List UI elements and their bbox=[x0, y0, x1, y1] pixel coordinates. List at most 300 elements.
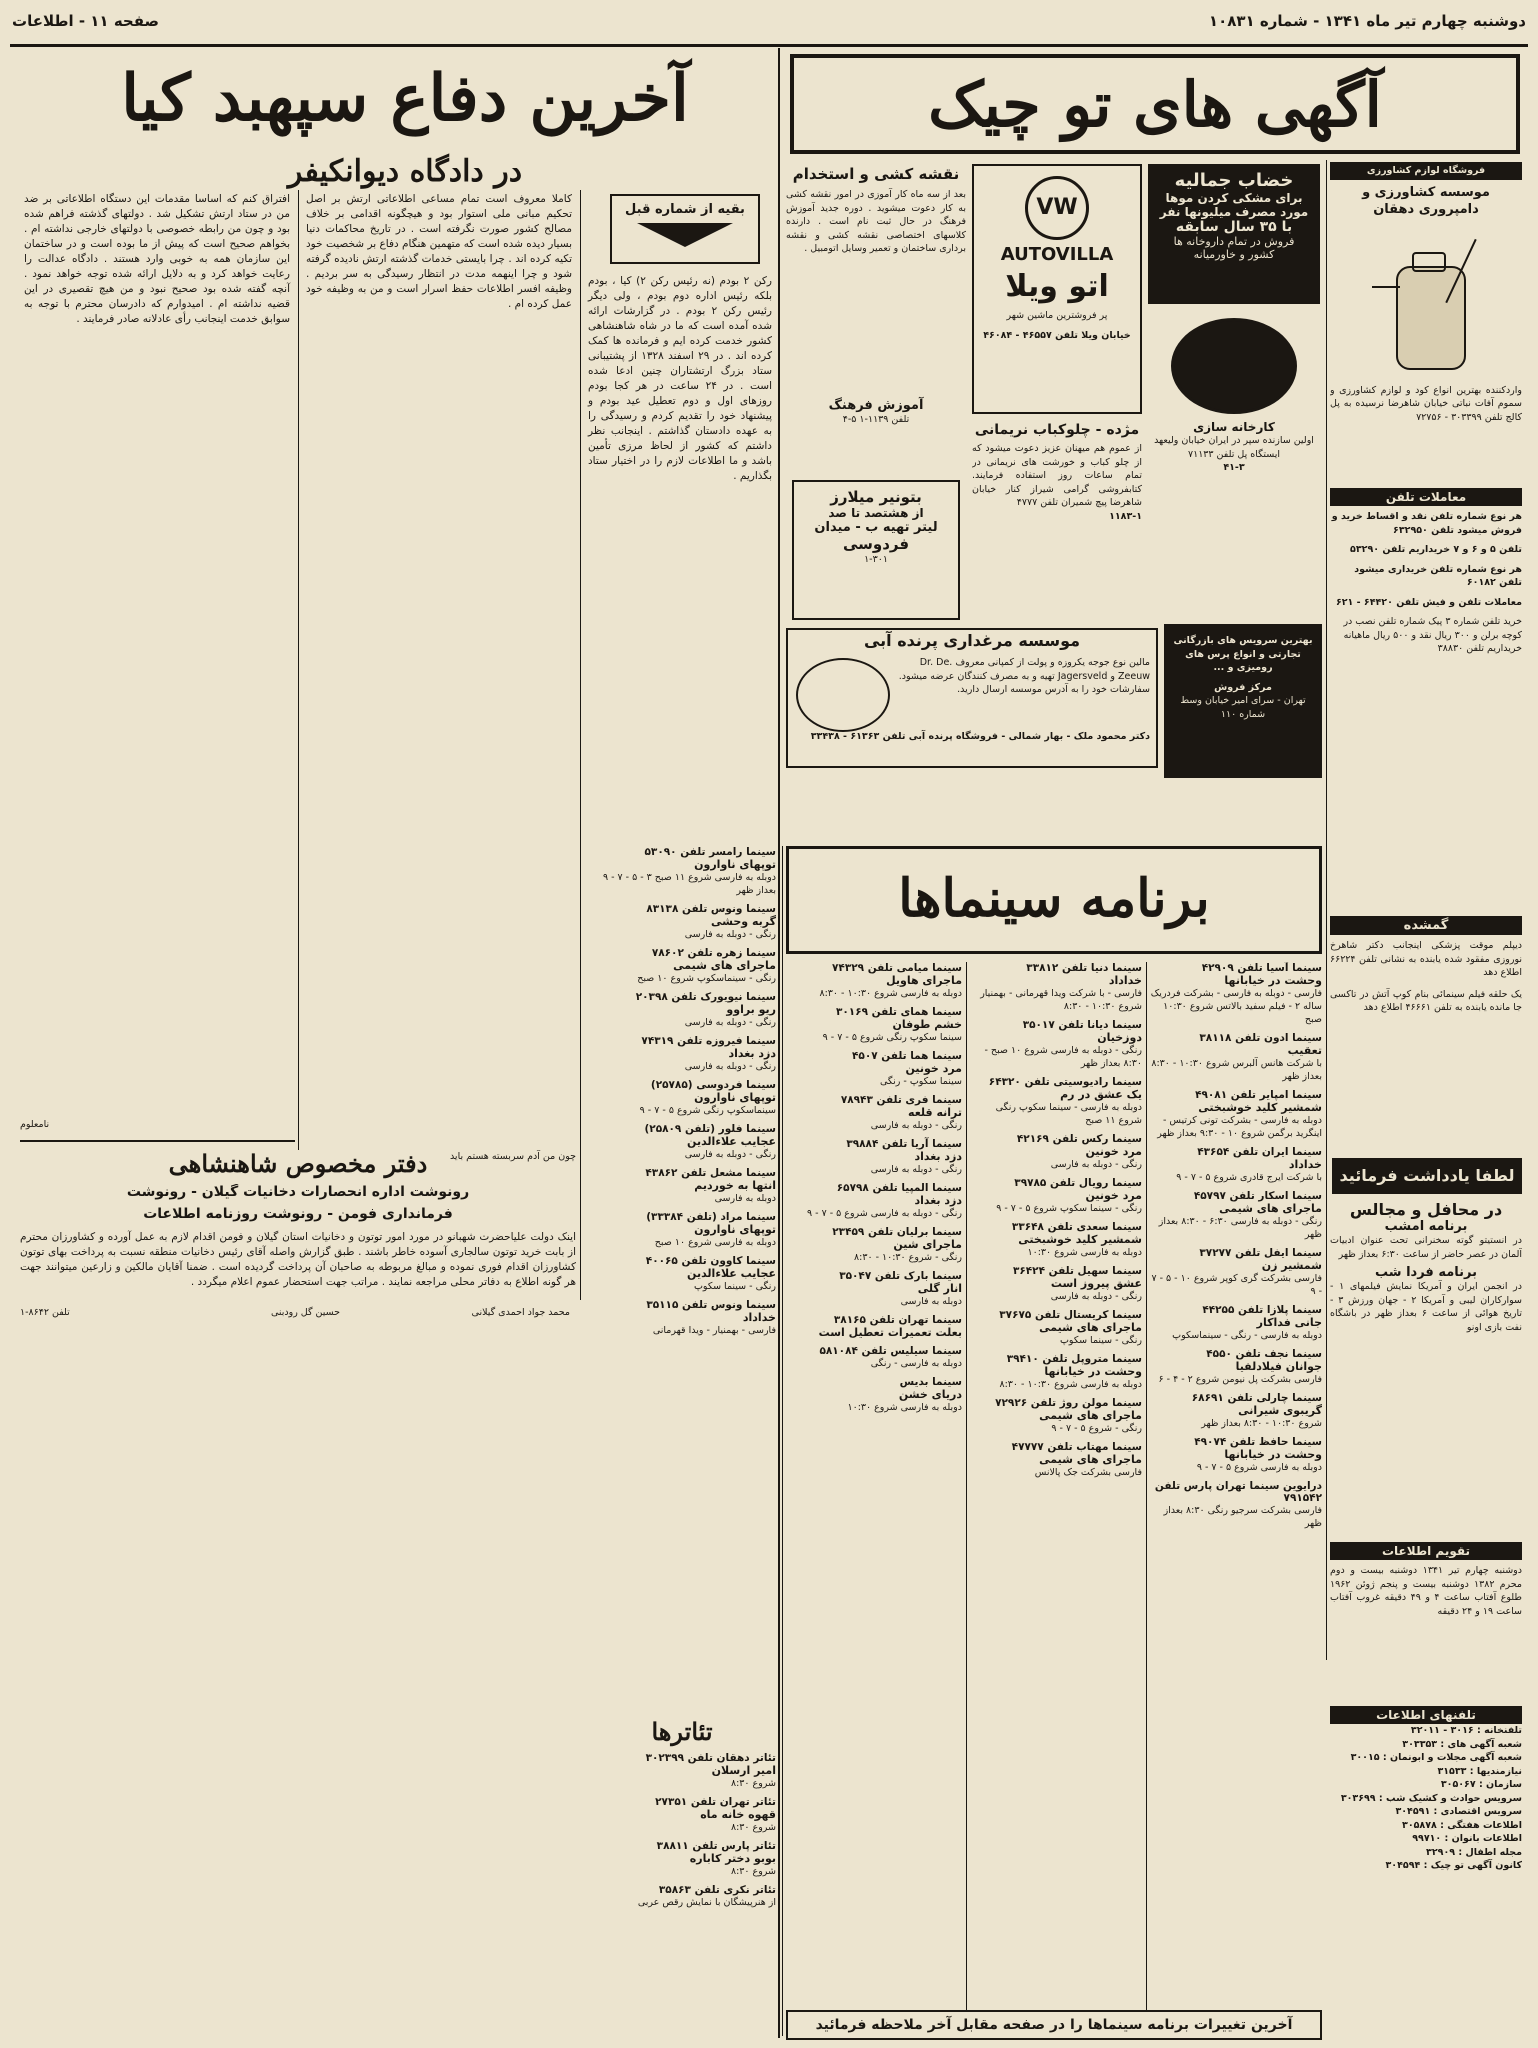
cinema-listing-name: سینما مشعل تلفن ۴۳۸۶۲ bbox=[645, 1167, 776, 1179]
tonbar-line-4: فردوسی bbox=[842, 535, 910, 553]
cinema-listing bbox=[588, 846, 776, 897]
royal-office-sign-1: محمد جواد احمدی گیلانی bbox=[471, 1307, 570, 1318]
royal-office-sign-3: تلفن ۸۶۴۲-۱ bbox=[20, 1307, 70, 1318]
cinema-listing-film: دزد بغداد bbox=[914, 1194, 962, 1207]
cinema-listing bbox=[588, 1035, 776, 1073]
cinema-listing-film: وحشت در خیابانها bbox=[1224, 1448, 1322, 1461]
cinema-listing-name: سینما ادون تلفن ۳۸۱۱۸ bbox=[1199, 1032, 1322, 1044]
cinema-listing-film: عشق پیروز است bbox=[1050, 1277, 1142, 1290]
cinema-listing-name: سینما همای تلفن ۳۰۱۶۹ bbox=[835, 1006, 962, 1018]
cinema-listing bbox=[588, 1840, 776, 1878]
tin-sign-title: کارخانه سازی bbox=[1193, 420, 1275, 434]
cinema-listing-det: رنگی - دوبله به فارسی bbox=[684, 1017, 776, 1028]
main-article-col-1: رکن ۲ بودم (نه رئیس رکن ۲) کیا ، بودم بلکه رئیس اداره دوم بودم ، ولی دیگر رئیس رکن ۲ بودم . در گزارشات ارائه شده آمده است که ما در شاه شاهنشاهی کشور خدمت کرده ایم و فرمانده ها کمک کرده اند . در ۲۹ اسفند ۱۳۲۸ از پشتیبانی ستاد بزرگ ارتشتاران چنین ادعا شده است . در ۲۴ ساعت در هر کجا بودم روزهای اول و دوم تعطیل عید بودم و پیشنهاد خود را تقدیم کردم و رسیدگی را به عهده دادستان گذاشتم . اینجانب نظر داشتم که کشور از لحاظ مرزی تأمین باشد و ما اطلاعات لازم را در اختیار ستاد بگذاریم . bbox=[588, 275, 772, 482]
blue-bird-logo-icon bbox=[796, 658, 890, 732]
cinema-listing-film: توپهای ناوارون bbox=[694, 858, 776, 871]
cinema-listing-det: با شرکت هانس آلبرس شروع ۱۰:۳۰ - ۸:۳۰ بعداز ظهر bbox=[1151, 1058, 1322, 1082]
cinema-listing-det: دوبله به فارسی bbox=[714, 1193, 776, 1204]
cinema-listing bbox=[1150, 1436, 1322, 1474]
cinema-listing-name: تئاتر پارس تلفن ۳۸۸۱۱ bbox=[656, 1840, 776, 1852]
tin-sign-logo-icon bbox=[1171, 318, 1297, 414]
cinema-listing-det: شروع ۱۰:۳۰ - ۸:۳۰ بعداز ظهر bbox=[1201, 1418, 1322, 1429]
cinema-listing-det: دوبله به فارسی شروع ۱۰:۳۰ - ۸:۳۰ bbox=[999, 1379, 1142, 1390]
tonbar-ad bbox=[792, 480, 960, 620]
drafting-ad-title: نقشه کشی و استخدام bbox=[792, 165, 960, 183]
agri-ad-top: فروشگاه لوازم کشاورزی bbox=[1330, 162, 1522, 180]
cinema-listing-name: سینما رادیوسیتی تلفن ۶۴۳۲۰ bbox=[988, 1076, 1142, 1088]
phone-transactions-item: هر نوع شماره تلفن خریداری میشود تلفن ۶۰۱۸۲ bbox=[1354, 563, 1522, 588]
cinema-listing-name: سینما مراد (تلفن ۳۳۳۸۴) bbox=[646, 1211, 776, 1223]
dye-ad-line-5: کشور و خاورمیانه bbox=[1193, 248, 1275, 261]
cinema-listing bbox=[588, 903, 776, 941]
phones-item: شعبه آگهی مجلات و ابونمان : ۳۰۰۱۵ bbox=[1350, 1752, 1522, 1763]
cinema-listing-det: فارسی بشرکت گری کوپر شروع ۱۰ - ۵ - ۷ - ۹ bbox=[1151, 1273, 1322, 1297]
cinema-listing-film: خداداد bbox=[742, 1311, 776, 1324]
cinema-listing bbox=[786, 1138, 962, 1176]
cinema-listing-name: سینما سیلیس تلفن ۵۸۱۰۸۴ bbox=[819, 1345, 962, 1357]
royal-office-section bbox=[20, 1148, 576, 1308]
cinema-listing-film: دزد بغداد bbox=[728, 1047, 776, 1060]
cinema-listing-det: فارسی - با شرکت ویدا قهرمانی - بهمنیار شروع ۱۰:۳۰ - ۸:۳۰ bbox=[980, 988, 1142, 1012]
cinema-listing-name: سینما سهیل تلفن ۳۶۴۲۴ bbox=[1012, 1265, 1142, 1277]
vw-logo-icon: VW bbox=[1025, 176, 1089, 240]
cinema-listing bbox=[588, 1884, 776, 1909]
cinema-listing-det: رنگی - سینما سکوپ bbox=[1059, 1335, 1142, 1346]
cinema-listing-film: مرد خونین bbox=[1085, 1145, 1142, 1158]
continued-label-box bbox=[610, 194, 760, 264]
tonbar-id: ۱-۳۰۱ bbox=[864, 554, 888, 565]
dye-ad-line-2: مورد مصرف میلیونها نفر bbox=[1159, 205, 1309, 219]
cinema-listing-det: دوبله به فارسی شروع ۵ - ۷ - ۹ bbox=[1196, 1462, 1322, 1473]
main-article-title: آخرین دفاع سپهبد کیا bbox=[121, 61, 689, 136]
cinema-listing bbox=[970, 1353, 1142, 1391]
cinema-listing-det: شروع ۸:۳۰ bbox=[731, 1822, 776, 1833]
main-article-col-2: کاملا معروف است تمام مساعی اطلاعاتی ارتش بر اصل تحکیم مبانی ملی استوار بود و هیچگونه اقدامی بر خلاف مصالح کشور صورت نگرفته است . در تاریخ محاکمات دنیا بسیار دیده شده است که متهمین هنگام دفاع بر شخصیت خود تکیه کرده اند . چرا بایستی خدمات گذشته ارتش نادیده گرفته شود و چرا اینهمه مدت در انتظار رسیدگی به سر بردیم . وظیفه افسر اطلاعات حفظ اسرار است و من به وظیفه خود عمل کرده ام . bbox=[306, 193, 572, 310]
agri-ad bbox=[1330, 162, 1522, 484]
cinema-listing-film: خشم طوفان bbox=[892, 1018, 962, 1031]
cinema-listing bbox=[588, 1123, 776, 1161]
lost-title: گمشده bbox=[1330, 916, 1522, 935]
cinema-listing-film: یک عشق در رم bbox=[1060, 1088, 1142, 1101]
autovilla-phone: خیابان ویلا تلفن ۴۶۵۵۷ - ۴۶۰۸۴ bbox=[983, 329, 1131, 341]
office-ad-line: تجارتی و انواع پرس های bbox=[1185, 648, 1301, 660]
cinema-listing-det: رنگی - دوبله به فارسی bbox=[1050, 1291, 1142, 1302]
autovilla-latin: AUTOVILLA bbox=[1000, 244, 1114, 265]
office-ad-line: مرکز فروش bbox=[1214, 681, 1272, 693]
cinema-listing-film: بعلت تعمیرات تعطیل است bbox=[818, 1326, 962, 1339]
tonbar-line-3: لیتر تهیه ب - میدان bbox=[814, 520, 938, 535]
cinema-banner: برنامه سینماها bbox=[786, 846, 1322, 954]
cinema-listing-name: سینما فری تلفن ۷۸۹۴۳ bbox=[840, 1094, 962, 1106]
cinema-listing-film: شمشیر کلید خوشبختی bbox=[1018, 1233, 1142, 1246]
cinema-listing-det: فارسی - بهمنیار - ویدا قهرمانی bbox=[652, 1325, 776, 1336]
phone-transactions bbox=[1330, 488, 1522, 908]
cinema-listing-name: سینما کریستال تلفن ۳۷۶۷۵ bbox=[999, 1309, 1142, 1321]
cinema-listing-name: سینما میامی تلفن ۷۴۳۲۹ bbox=[832, 962, 962, 974]
cinema-listing-film: ماجرای های شیمی bbox=[1039, 1321, 1142, 1334]
phones-item: تلفنخانه : ۳۰۱۶ - ۳۲۰۱۱ bbox=[1410, 1725, 1522, 1736]
cinema-listing bbox=[970, 1076, 1142, 1127]
dye-ad-title: خضاب جمالیه bbox=[1174, 170, 1294, 191]
cinema-listing-name: سینما برلیان تلفن ۲۳۴۵۹ bbox=[832, 1226, 962, 1238]
cinema-listing-name: سینما فلور (تلفن ۲۵۸۰۹) bbox=[644, 1123, 776, 1135]
cinema-listing-det: دوبله به فارسی شروع ۱۰:۳۰ - ۸:۳۰ bbox=[819, 988, 962, 999]
cinema-listing-name: سینما کاوون تلفن ۴۰۰۶۵ bbox=[645, 1255, 776, 1267]
cinema-listing-name: سینما نجف تلفن ۴۵۵۰ bbox=[1206, 1348, 1322, 1360]
cinema-listing-name: سینما رامسر تلفن ۵۳۰۹۰ bbox=[644, 846, 776, 858]
chelo-ad-body: از عموم هم میهنان عزیز دعوت میشود که از چلو کباب و خورشت های نریمانی در تمام ساعات روز استفاده فرمایند. کتابفروشی گرامی شیراز کنار خیابان شاهرضا پیچ شمیران تلفن ۴۷۷۷ bbox=[972, 443, 1142, 508]
cinema-listing bbox=[588, 1167, 776, 1205]
office-ad-line: شماره ۱۱۰ bbox=[1220, 708, 1266, 720]
poultry-ad-addr: دکتر محمود ملک - بهار شمالی - فروشگاه پرنده آبی تلفن ۶۱۳۶۳ - ۳۳۴۳۸ bbox=[810, 731, 1150, 742]
cinema-listing-det: دوبله به فارسی - رنگی - سینماسکوپ bbox=[1172, 1330, 1322, 1341]
cinema-listing bbox=[786, 1182, 962, 1220]
chelo-ad-title: مژده - چلوکباب نریمانی bbox=[974, 422, 1140, 438]
cinema-listing bbox=[1150, 962, 1322, 1026]
cinema-listing-name: سینما هما تلفن ۴۵۰۷ bbox=[852, 1050, 962, 1062]
cinema-listing-det: دوبله به فارسی شروع ۱۱ صبح ۳ - ۵ - ۷ - ۹ بعداز ظهر bbox=[602, 872, 776, 896]
cinema-listing-det: سینما سکوپ - رنگی bbox=[879, 1076, 962, 1087]
office-ad-line: رومیزی و ... bbox=[1213, 662, 1273, 673]
royal-office-title: دفتر مخصوص شاهنشاهی bbox=[168, 1149, 428, 1178]
cinema-listing-det: رنگی - شروع ۱۰:۳۰ - ۸:۳۰ bbox=[854, 1252, 962, 1263]
cinema-listing-name: سینما دیانا تلفن ۳۵۰۱۷ bbox=[1022, 1019, 1142, 1031]
cinema-listing-name: سینما اسکار تلفن ۴۵۷۹۷ bbox=[1193, 1190, 1322, 1202]
dye-ad-line-1: برای مشکی کردن موها bbox=[1165, 191, 1303, 205]
main-article-subtitle: در دادگاه دیوانکیفر bbox=[287, 154, 523, 189]
phones-item: اطلاعات هفتگی : ۳۰۵۸۷۸ bbox=[1402, 1819, 1522, 1831]
cinema-listing-det: رنگی - سینماسکوپ شروع ۱۰ صبح bbox=[637, 973, 776, 984]
cinema-listing-film: جانی فداکار bbox=[1256, 1316, 1322, 1329]
header-rule bbox=[10, 44, 1528, 47]
royal-office-sign-2: حسین گل رودبنی bbox=[270, 1307, 340, 1318]
cinema-listing bbox=[970, 962, 1142, 1013]
cinema-listing-film: دریای خشن bbox=[898, 1388, 962, 1401]
royal-office-sub-2: فرمانداری فومن - رونوشت روزنامه اطلاعات bbox=[143, 1206, 453, 1222]
col-divider bbox=[782, 846, 783, 2036]
phone-transactions-title: معاملات تلفن bbox=[1330, 488, 1522, 506]
cinema-listing-det: رنگی - دوبله به فارسی bbox=[684, 1149, 776, 1160]
cinema-listing bbox=[786, 1006, 962, 1044]
autovilla-sub: پر فروشترین ماشین شهر bbox=[1006, 310, 1108, 321]
main-article-author: نامعلوم bbox=[20, 1119, 50, 1130]
cinema-listing-film: تعقیب bbox=[1287, 1044, 1322, 1057]
cinema-listing bbox=[1150, 1247, 1322, 1298]
cinema-listing-det: دوبله به فارسی شروع ۱۰:۳۰ bbox=[847, 1402, 962, 1413]
cinema-listing-det: دوبله به فارسی شروع ۱۰:۳۰ bbox=[1027, 1247, 1142, 1258]
drafting-ad-phone: تلفن ۱۱۳۹-۱ ۵-۴ bbox=[842, 414, 910, 425]
poultry-ad bbox=[786, 628, 1158, 768]
phone-transactions-item: هر نوع شماره تلفن نقد و اقساط خرید و فروش میشود تلفن ۶۳۲۹۵۰ bbox=[1331, 511, 1522, 536]
tonbar-line-2: از هشتصد تا صد bbox=[828, 506, 924, 520]
cinema-listing-film: وحشت در خیابانها bbox=[1224, 974, 1322, 987]
cinema-listing bbox=[1150, 1392, 1322, 1430]
drafting-ad-body: بعد از سه ماه کار آموزی در امور نقشه کشی به کار دعوت میشوید . دوره جدید آموزش فرهنگ در حال ثبت نام است . دارنده کلاسهای اختصاصی نقشه کشی و نقشه برداری ساختمان و تعمیر وسایل اتومبیل . bbox=[786, 189, 966, 254]
daily-info-body: دوشنبه چهارم تیر ۱۳۴۱ دوشنبه بیست و دوم محرم ۱۳۸۲ دوشنبه بیست و پنجم ژوئن ۱۹۶۲ طلوع آفتاب ساعت ۴ و ۴۹ دقیقه غروب آفتاب ساعت ۱۹ و ۲۴ دقیقه bbox=[1330, 1565, 1522, 1617]
cinema-listing-det: دوبله به فارسی شروع ۱۰ صبح bbox=[654, 1237, 776, 1248]
poultry-ad-body: مالین نوع جوجه یکروزه و پولت از کمپانی معروف Dr. De. Zeeuw و Jagersveld تهیه و به مصرف کنندگان عرضه میشود. سفارشات خود را به آدرس موسسه ارسال دارید. bbox=[898, 657, 1150, 695]
cinema-col-d bbox=[588, 846, 776, 1706]
cinema-listing-name: سینما امپایر تلفن ۴۹۰۸۱ bbox=[1195, 1089, 1322, 1101]
tin-sign-ad bbox=[1148, 312, 1320, 512]
cinema-listing bbox=[786, 1226, 962, 1264]
cinema-listing-name: تئاتر نکری تلفن ۳۵۸۶۳ bbox=[658, 1884, 776, 1896]
cinema-listing-film: ماجرای شین bbox=[893, 1238, 962, 1251]
cinema-listing-film: ماجرای های شیمی bbox=[673, 959, 776, 972]
cinema-listing-film: عجایب علاءالدین bbox=[687, 1135, 776, 1148]
cinema-listing-name: سینما فیروزه تلفن ۷۴۳۱۹ bbox=[641, 1035, 776, 1047]
cinema-listing-det: رنگی - دوبله به فارسی ۶:۳۰ - ۸:۳۰ بعداز ظهر bbox=[1158, 1216, 1322, 1240]
cinema-listing-det: دوبله به فارسی - رنگی bbox=[870, 1358, 962, 1369]
cinema-listing-film: مرد خونین bbox=[905, 1062, 962, 1075]
cinema-listing-film: دزد بغداد bbox=[914, 1150, 962, 1163]
cinema-listing-film: خداداد bbox=[1288, 1158, 1322, 1171]
continued-label: بقیه از شماره قبل bbox=[625, 202, 745, 217]
events-sub: برنامه امشب bbox=[1384, 1219, 1468, 1234]
cinema-listing-det: شروع ۸:۳۰ bbox=[731, 1866, 776, 1877]
sprayer-icon bbox=[1366, 226, 1486, 376]
cinema-listing bbox=[970, 1177, 1142, 1215]
royal-office-sub-1: رونوشت اداره انحصارات دخانیات گیلان - رونوشت bbox=[126, 1184, 470, 1200]
chelo-ad bbox=[972, 420, 1142, 620]
page-header bbox=[0, 0, 1538, 46]
cinema-listing-name: سینما ایران تلفن ۴۳۶۵۴ bbox=[1197, 1146, 1322, 1158]
cinema-listing-name: سینما ونوس تلفن ۳۵۱۱۵ bbox=[646, 1299, 776, 1311]
cinema-listing-name: درایوین سینما تهران پارس تلفن ۷۹۱۵۴۲ bbox=[1154, 1480, 1322, 1504]
cinema-listing-name: سینما بارک تلفن ۳۵۰۴۷ bbox=[839, 1270, 962, 1282]
cinema-col-b bbox=[970, 962, 1142, 2012]
cinema-listing bbox=[786, 962, 962, 1000]
small-ads-banner: آگهی های تو چیک bbox=[790, 54, 1520, 154]
cinema-listing bbox=[970, 1441, 1142, 1479]
autovilla-ad bbox=[972, 164, 1142, 414]
cinema-listing-name: سینما رویال تلفن ۳۹۷۸۵ bbox=[1014, 1177, 1142, 1189]
cinema-listing bbox=[1150, 1089, 1322, 1140]
cinema-listing-det: دوبله به فارسی - بشرکت تونی کرتیس - اینگرید برگمن شروع ۱۰ - ۹:۳۰ بعداز ظهر bbox=[1157, 1115, 1322, 1139]
phone-transactions-item: تلفن ۵ و ۶ و ۷ خریداریم تلفن ۵۳۲۹۰ bbox=[1350, 544, 1522, 555]
cinema-listing-det: فارسی - دوبله به فارسی - بشرکت فردریک ساله ۲ - فیلم سفید بالاتس شروع ۱۰:۳۰ صبح bbox=[1150, 988, 1322, 1025]
cinema-listing-name: سینما چارلی تلفن ۶۸۶۹۱ bbox=[1191, 1392, 1322, 1404]
events-banner: لطفا یادداشت فرمائید bbox=[1332, 1158, 1522, 1194]
cinema-listing-film: بوبو دختر کاباره bbox=[689, 1852, 776, 1865]
drafting-ad bbox=[786, 164, 966, 464]
cinema-listing-film: ماجرای هاویل bbox=[886, 974, 962, 987]
cinema-listing-name: سینما بدیس bbox=[899, 1376, 962, 1388]
cinema-listing-film: جوانان فیلادلفیا bbox=[1235, 1360, 1322, 1373]
cinema-listing-film: وحشت در خیابانها bbox=[1044, 1365, 1142, 1378]
cinema-listing-name: سینما ایفل تلفن ۳۷۲۷۷ bbox=[1199, 1247, 1322, 1259]
cinema-listing-det: فارسی بشرکت پل نیومن شروع ۲ - ۴ - ۶ bbox=[1158, 1374, 1322, 1385]
cinema-listing-det: سینما سکوپ رنگی شروع ۵ - ۷ - ۹ bbox=[822, 1032, 962, 1043]
office-supplies-ad bbox=[1164, 624, 1322, 778]
cinema-listing bbox=[1150, 1348, 1322, 1386]
cinema-listing bbox=[970, 1019, 1142, 1070]
cinema-listing-det: رنگی - دوبله به فارسی شروع ۵ - ۷ - ۹ bbox=[806, 1208, 962, 1219]
cinema-listing-det: رنگی - دوبله به فارسی bbox=[684, 929, 776, 940]
cinema-listing-film: قهوه خانه ماه bbox=[700, 1808, 776, 1821]
daily-info-title: تقویم اطلاعات bbox=[1330, 1542, 1522, 1560]
col-divider bbox=[1326, 160, 1327, 1660]
tonbar-line-1: بتونیر میلارز bbox=[830, 488, 922, 506]
header-left-info: صفحه ۱۱ - اطلاعات bbox=[12, 12, 160, 30]
cinema-listing bbox=[588, 1211, 776, 1249]
cinema-listing-name: سینما سعدی تلفن ۳۳۶۴۸ bbox=[1011, 1221, 1142, 1233]
cinema-listing-name: سینما تهران تلفن ۳۸۱۶۵ bbox=[833, 1314, 962, 1326]
phone-transactions-item: معاملات تلفن و فیش تلفن ۶۴۴۲۰ - ۶۲۱ bbox=[1335, 596, 1522, 608]
royal-office-body: اینک دولت علیاحضرت شهبانو در مورد امور توتون و دخانیات استان گیلان و فومن اقدام لازم به عمل آورده و کشاورزان محترم از بابت خرید توتون سالجاری آسوده خاطر باشند . طبق گزارش واصله آقای رئیس دخانیات منطقه نسبت به پرداخت بهای توتون کشاورزان اقدام فوری نموده و مبالغ مربوطه به صاحبان آن پرداخت گردیده است . ضمنا آقایان مالکین و زارعین میتوانند جهت هر گونه اطلاع به دفاتر محلی مراجعه نمایند . مراتب جهت استحضار عموم اعلام میگردد . bbox=[20, 1231, 576, 1288]
office-ad-line: تهران - سرای امیر خیابان وسط bbox=[1180, 695, 1306, 706]
col-divider bbox=[298, 190, 299, 1150]
cinema-listing-det: رنگی - دوبله به فارسی bbox=[870, 1164, 962, 1175]
cinema-footer: آخرین تغییرات برنامه سینماها را در صفحه مقابل آخر ملاحظه فرمائید bbox=[786, 2010, 1322, 2040]
dye-ad-line-3: با ۳۵ سال سابقه bbox=[1175, 219, 1293, 235]
header-right-info: دوشنبه چهارم تیر ماه ۱۳۴۱ - شماره ۱۰۸۳۱ bbox=[1208, 12, 1526, 30]
cinema-listing bbox=[786, 1345, 962, 1370]
office-ad-line: بهترین سرویس های بازرگانی bbox=[1173, 635, 1313, 646]
cinema-listing-det: رنگی - شروع ۵ - ۷ - ۹ bbox=[1051, 1423, 1142, 1434]
cinema-listing-film: ترانه قلعه bbox=[908, 1106, 962, 1119]
phone-transactions-item: خرید تلفن شماره ۳ پیک شماره تلفن نصب در کوچه برلن و ۳۰۰ ریال نقد و ۵۰۰ ریال ماهیانه خریداریم تلفن ۳۸۸۳۰ bbox=[1343, 616, 1522, 654]
col-divider bbox=[580, 190, 581, 1300]
cinema-listing-film: گربه وحشی bbox=[711, 915, 776, 928]
autovilla-fa: اتو ویلا bbox=[1005, 269, 1109, 304]
cinema-listing-det: رنگی - دوبله به فارسی bbox=[1050, 1159, 1142, 1170]
cinema-listing bbox=[588, 1255, 776, 1293]
cinema-listing-film: گریبوی شیرانی bbox=[1238, 1404, 1322, 1417]
cinema-listing-name: سینما رکس تلفن ۴۲۱۶۹ bbox=[1016, 1133, 1142, 1145]
cinema-listing-name: سینما زهره تلفن ۷۸۶۰۲ bbox=[651, 947, 776, 959]
phones-item: سرویس اقتصادی : ۳۰۴۵۹۱ bbox=[1395, 1806, 1522, 1817]
phones-item: سرویس حوادث و کشیک شب : ۳۰۳۶۹۹ bbox=[1340, 1792, 1522, 1804]
cinema-listing bbox=[970, 1265, 1142, 1303]
cinema-listing bbox=[786, 1270, 962, 1308]
cinema-listing-film: شمشیر زن bbox=[1261, 1259, 1322, 1272]
cinema-listing-name: سینما دنیا تلفن ۳۳۸۱۲ bbox=[1026, 962, 1142, 974]
cinema-listing bbox=[970, 1397, 1142, 1435]
cinema-listing-film: ریو براوو bbox=[726, 1003, 776, 1016]
phones-item: کانون آگهی تو چیک : ۳۰۴۵۹۴ bbox=[1385, 1860, 1522, 1871]
events-body: در انستیتو گوته سخنرانی تحت عنوان ادبیات آلمان در عصر حاضر از ساعت ۶:۳۰ بعداز ظهر bbox=[1330, 1235, 1522, 1260]
cinema-listing-name: سینما ونوس تلفن ۸۳۱۳۸ bbox=[646, 903, 776, 915]
col-divider bbox=[966, 962, 967, 2012]
cinema-listing-name: سینما نیویورک تلفن ۲۰۳۹۸ bbox=[635, 991, 776, 1003]
cinema-listing-film: ماجرای های شیمی bbox=[1039, 1409, 1142, 1422]
cinema-listing bbox=[588, 1079, 776, 1117]
cinema-listing-name: سینما آریا تلفن ۳۹۸۸۴ bbox=[846, 1138, 962, 1150]
agri-ad-body: واردکننده بهترین انواع کود و لوازم کشاورزی و سموم آفات نباتی خیابان شاهرضا نرسیده به پل کالج تلفن ۳۰۳۳۹۹ - ۷۲۷۵۶ bbox=[1330, 384, 1522, 423]
cinema-listing-name: سینما مهتاب تلفن ۴۷۷۷۷ bbox=[1011, 1441, 1142, 1453]
tin-sign-body: اولین سازنده سپر در ایران خیابان ولیعهد ایستگاه پل تلفن ۷۱۱۳۳ bbox=[1154, 435, 1314, 460]
down-arrow-icon bbox=[637, 223, 733, 247]
drafting-ad-school: آموزش فرهنگ bbox=[828, 398, 924, 413]
theaters-list bbox=[588, 1752, 776, 2038]
phones-item: مجله اطفال : ۳۲۹۰۹ bbox=[1426, 1846, 1522, 1858]
cinema-listing-det: دوبله به فارسی bbox=[900, 1296, 962, 1307]
cinema-listing bbox=[1150, 1146, 1322, 1184]
cinema-listing bbox=[1150, 1480, 1322, 1530]
cinema-listing-name: سینما متروپل تلفن ۳۹۴۱۰ bbox=[1006, 1353, 1142, 1365]
cinema-listing bbox=[1150, 1190, 1322, 1241]
cinema-listing bbox=[588, 1299, 776, 1337]
cinema-listing bbox=[786, 1050, 962, 1088]
cinema-listing-name: سینما آسیا تلفن ۴۲۹۰۹ bbox=[1201, 962, 1322, 974]
cinema-listing-det: رنگی - دوبله به فارسی bbox=[870, 1120, 962, 1131]
cinema-listing-film: ماجرای های شیمی bbox=[1039, 1453, 1142, 1466]
cinema-listing bbox=[970, 1133, 1142, 1171]
cinema-listing-det: با شرکت ایرج قادری شروع ۵ - ۷ - ۹ bbox=[1176, 1172, 1322, 1183]
phones-item: نیازمندیها : ۳۱۵۳۳ bbox=[1437, 1765, 1522, 1777]
theaters-title: تئاترها bbox=[651, 1717, 713, 1746]
cinema-listing-name: سینما پلازا تلفن ۴۴۲۵۵ bbox=[1202, 1304, 1322, 1316]
cinema-listing-name: سینما فردوسی (۲۵۷۸۵) bbox=[650, 1079, 776, 1091]
cinema-listing bbox=[1150, 1304, 1322, 1342]
cinema-listing bbox=[786, 1376, 962, 1414]
cinema-listing-det: فارسی بشرکت جک پالانس bbox=[1034, 1467, 1142, 1478]
cinema-listing-film: توپهای ناوارون bbox=[694, 1091, 776, 1104]
cinema-listing-film: مرد خونین bbox=[1085, 1189, 1142, 1202]
section-rule bbox=[20, 1140, 295, 1142]
cinema-listing bbox=[786, 1094, 962, 1132]
events-sub-2: برنامه فردا شب bbox=[1375, 1265, 1477, 1280]
cinema-listing bbox=[588, 947, 776, 985]
cinema-listing-film: انار گلی bbox=[917, 1282, 962, 1295]
cinema-listing bbox=[588, 1796, 776, 1834]
cinema-listing bbox=[970, 1309, 1142, 1347]
cinema-col-a bbox=[1150, 962, 1322, 2012]
events-title: در محافل و مجالس bbox=[1349, 1200, 1503, 1219]
phones-item: شعبه آگهی های : ۳۰۳۳۵۳ bbox=[1402, 1738, 1522, 1750]
cinema-listing bbox=[970, 1221, 1142, 1259]
phones-item: سازمان : ۳۰۵۰۶۷ bbox=[1440, 1779, 1522, 1790]
chelo-ad-id: ۱۱۸۳-۱ bbox=[1109, 510, 1142, 522]
phones-title: تلفنهای اطلاعات bbox=[1330, 1706, 1522, 1724]
cinema-listing-film: دوزخیان bbox=[1097, 1031, 1142, 1044]
cinema-col-c bbox=[786, 962, 962, 2012]
dye-ad-line-4: فروش در تمام داروخانه ها bbox=[1173, 235, 1295, 248]
cinema-listing-det: شروع ۸:۳۰ bbox=[731, 1778, 776, 1789]
cinema-listing-det: رنگی - سینما سکوپ bbox=[693, 1281, 776, 1292]
main-article-end-note: چون من آدم سربسته هستم باید bbox=[449, 1151, 576, 1162]
page-center-divider bbox=[778, 48, 780, 2038]
cinema-listing-det: رنگی - دوبله به فارسی bbox=[684, 1061, 776, 1072]
lost-item: دیپلم موقت پزشکی اینجانب دکتر شاهرخ نوروزی مفقود شده یابنده به نشانی تلفن ۶۶۲۲۴ اطلاع دهد bbox=[1330, 940, 1522, 978]
cinema-listing-name: سینما المپیا تلفن ۶۵۷۹۸ bbox=[836, 1182, 962, 1194]
cinema-listing-det: رنگی - سینما سکوپ شروع ۵ - ۷ - ۹ bbox=[996, 1203, 1142, 1214]
lost-section bbox=[1330, 916, 1522, 1156]
phones-item: اطلاعات بانوان : ۹۹۷۱۰ bbox=[1412, 1833, 1522, 1844]
cinema-listing-film: خداداد bbox=[1108, 974, 1142, 987]
cinema-listing-det: از هنرپیشگان با نمایش رقص عربی bbox=[637, 1897, 776, 1908]
cinema-listing-film: انتها به خوردیم bbox=[694, 1179, 776, 1192]
cinema-listing-name: تئاتر دهقان تلفن ۳۰۲۳۹۹ bbox=[645, 1752, 776, 1764]
cinema-listing bbox=[786, 1314, 962, 1339]
col-divider bbox=[1146, 962, 1147, 2012]
cinema-listing bbox=[588, 991, 776, 1029]
lost-item: یک حلقه فیلم سینمائی بنام کوپ آتش در تاکسی جا مانده یابنده به تلفن ۴۶۶۶۱ اطلاع دهد bbox=[1330, 988, 1522, 1013]
agri-ad-title: موسسه کشاورزی و دامپروری دهقان bbox=[1362, 184, 1490, 217]
cinema-listing-film: امیر ارسلان bbox=[711, 1764, 776, 1777]
cinema-listing-film: توپهای ناوارون bbox=[694, 1223, 776, 1236]
poultry-ad-title: موسسه مرغداری پرنده آبی bbox=[863, 631, 1081, 650]
phones-section bbox=[1330, 1706, 1522, 2036]
cinema-listing-film: عجایب علاءالدین bbox=[687, 1267, 776, 1280]
cinema-listing-film: ماجرای های شیمی bbox=[1219, 1202, 1322, 1215]
cinema-listing bbox=[1150, 1032, 1322, 1083]
events-section bbox=[1330, 1200, 1522, 1530]
cinema-listing-name: تئاتر تهران تلفن ۲۷۳۵۱ bbox=[655, 1796, 776, 1808]
cinema-listing-film: شمشیر کلید خوشبختی bbox=[1198, 1101, 1322, 1114]
events-body-2: در انجمن ایران و آمریکا نمایش فیلمهای ۱ - سوارکاران لیبی و آمریکا ۲ - جهان ورزش ۳ - تاریخ هوائی از ساعت ۶ بعداز ظهر در باشگاه نفت بازی اونو bbox=[1330, 1281, 1522, 1333]
